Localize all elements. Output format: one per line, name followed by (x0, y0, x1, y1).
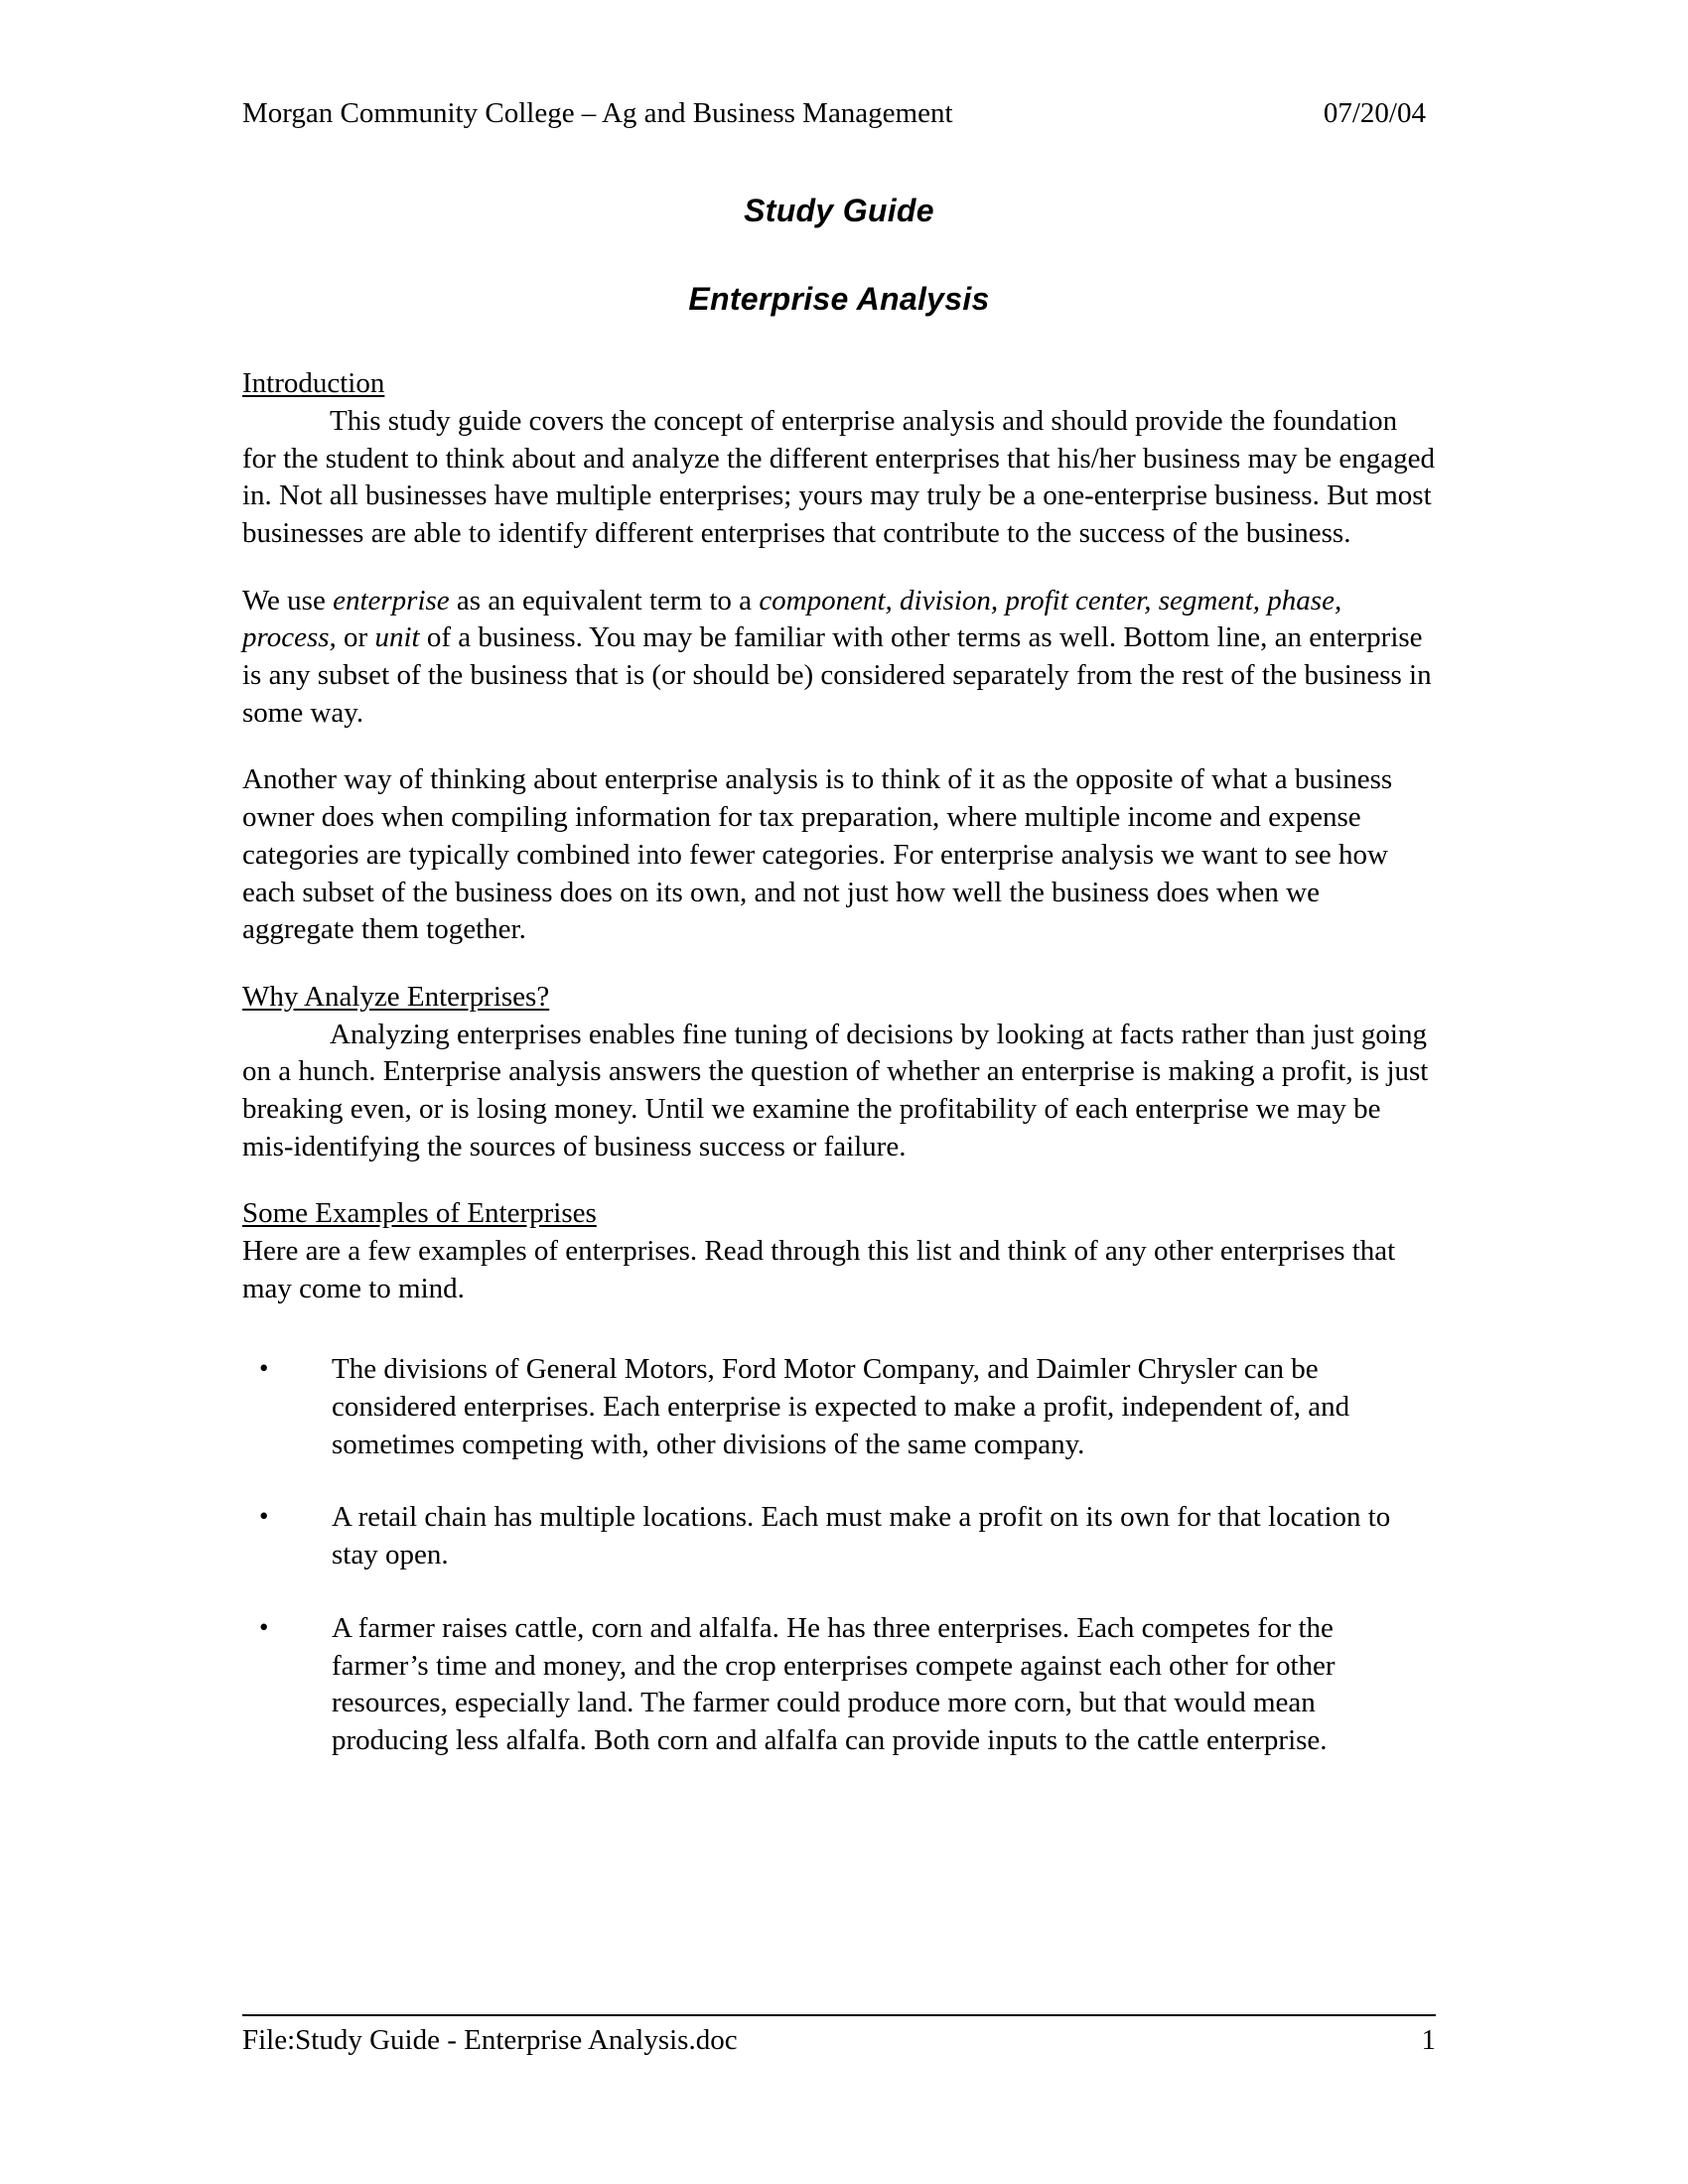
intro-p2-text-3: or (336, 621, 375, 654)
heading-some-examples: Some Examples of Enterprises (242, 1197, 597, 1230)
why-analyze-paragraph-1: Analyzing enterprises enables fine tuning of decisions by looking at facts rather than just going on a hunch. Enterprise analysis answers the question of whether an enterprise is making a profit, is just breaking even, or is losing money. Until we examine the profitability of each enterprise we may be mis-identifying the sources of business success or failure. (242, 1018, 1429, 1162)
list-item-text: A retail chain has multiple locations. Each must make a profit on its own for that location to stay open. (332, 1501, 1391, 1571)
examples-bullet-list (242, 1351, 1436, 1759)
footer-divider (242, 2014, 1436, 2016)
footer-page-number: 1 (1421, 2024, 1436, 2056)
paragraph-spacer (242, 553, 1436, 583)
list-item (242, 1499, 1436, 1573)
document-body (242, 365, 1436, 1759)
list-item-text: A farmer raises cattle, corn and alfalfa. He has three enterprises. Each competes for the farmer’s time and money, and the crop enterprises compete against each other for other resources, especially land. The farmer could produce more corn, but that would mean producing less alfalfa. Both corn and alfalfa can provide inputs to the cattle enterprise. (332, 1611, 1336, 1756)
paragraph-spacer (242, 732, 1436, 761)
header-date: 07/20/04 (1323, 97, 1426, 129)
heading-why-analyze: Why Analyze Enterprises? (242, 980, 550, 1013)
page-content (242, 0, 1436, 2184)
intro-paragraph-1: This study guide covers the concept of enterprise analysis and should provide the foundation for the student to think about and analyze the different enterprises that his/her business may be engaged in. Not all businesses have multiple enterprises; yours may truly be a one-enterprise business. But most businesses are able to identify different enterprises that contribute to the success of the business. (242, 404, 1435, 549)
intro-p2-text-4: of a business. You may be familiar with other terms as well. Bottom line, an enterprise is any subset of the business that is (or should be) considered separately from the rest of the business in some way. (242, 621, 1432, 729)
intro-paragraph-3: Another way of thinking about enterprise analysis is to think of it as the opposite of what a business owner does when compiling information for tax preparation, where multiple income and expense categories are typically combined into fewer categories. For enterprise analysis we want to see how each subset of the business does on its own, and not just how well the business does when we aggregate them together. (242, 763, 1393, 946)
running-footer (242, 2014, 1436, 2057)
list-item-text: The divisions of General Motors, Ford Motor Company, and Daimler Chrysler can be considered enterprises. Each enterprise is expected to make a profit, independent of, and sometimes competing with, other divisions of the same company. (332, 1353, 1350, 1460)
document-title: Study Guide (744, 193, 934, 229)
bullet-icon: • (259, 1611, 269, 1642)
list-item (242, 1610, 1436, 1760)
examples-intro-paragraph: Here are a few examples of enterprises. Read through this list and think of any other enterprises that may come to mind. (242, 1235, 1396, 1304)
header-institution: Morgan Community College – Ag and Business Management (242, 97, 953, 129)
bullet-icon: • (259, 1501, 269, 1532)
footer-file-name: File:Study Guide - Enterprise Analysis.doc (242, 2024, 738, 2056)
heading-introduction: Introduction (242, 367, 385, 400)
footer-row (242, 2024, 1436, 2057)
bullet-icon: • (259, 1353, 269, 1384)
intro-p2-italic-1: enterprise (333, 584, 450, 616)
section-spacer (242, 949, 1436, 979)
intro-p2-text-1: We use (242, 584, 334, 616)
intro-paragraph-2 (242, 583, 1436, 733)
list-spacer (242, 1307, 1436, 1351)
intro-p2-italic-2: component, division, profit center, segment, phase, process, (242, 584, 1342, 654)
intro-p2-italic-3: unit (374, 621, 420, 654)
running-header (242, 0, 1436, 131)
list-item (242, 1351, 1436, 1463)
title-block (242, 193, 1436, 318)
intro-p2-text-2: as an equivalent term to a (449, 584, 760, 616)
document-subtitle: Enterprise Analysis (688, 281, 990, 318)
section-spacer (242, 1165, 1436, 1195)
